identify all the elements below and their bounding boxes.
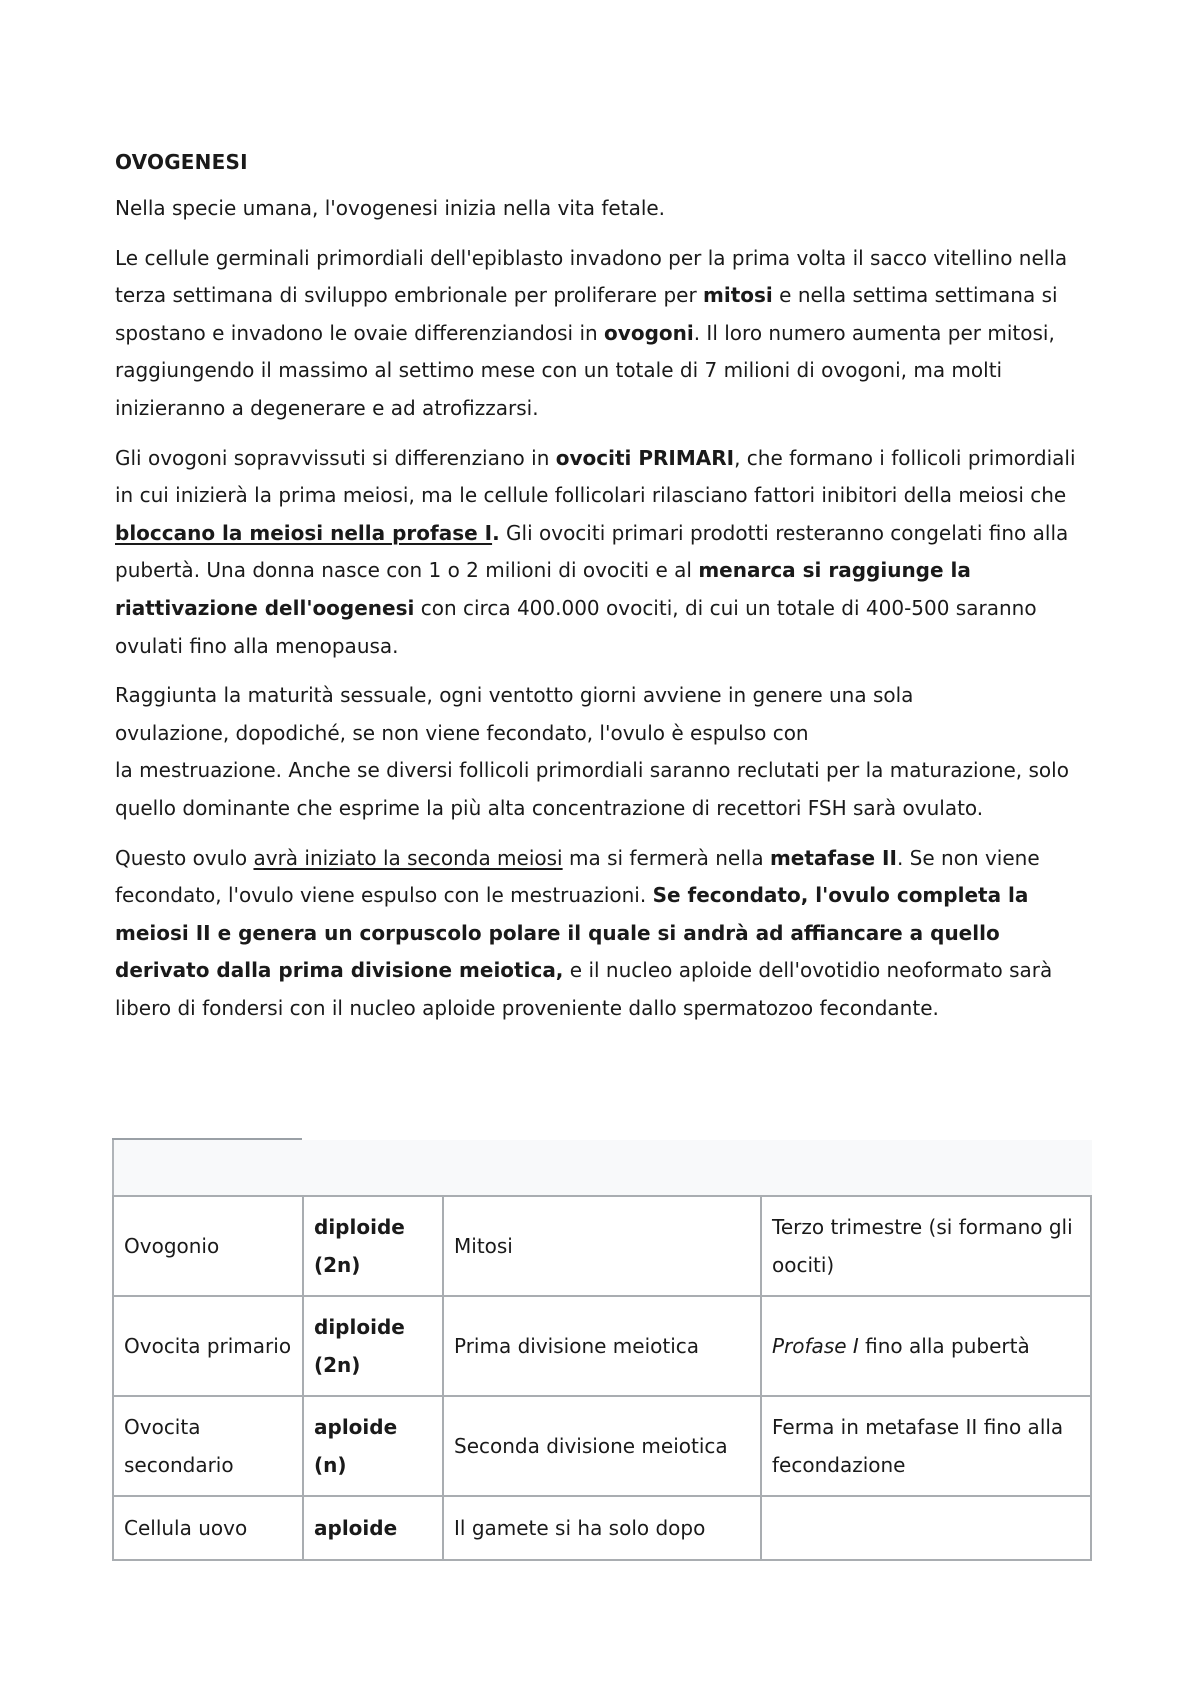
table-row bbox=[113, 1296, 1091, 1396]
cell-division: Seconda divisione meiotica bbox=[443, 1396, 761, 1496]
text: e nella settima settimana si spostano e invadono le ovaie differenziandosi in bbox=[115, 283, 1058, 345]
cell-stage: Ovocita primario bbox=[113, 1296, 303, 1396]
paragraph-second-meiosis bbox=[115, 840, 1100, 1028]
table-header-band bbox=[112, 1140, 1092, 1196]
cell-timing: Ferma in metafase II fino alla fecondazione bbox=[761, 1396, 1091, 1496]
cell-timing: Terzo trimestre (si formano gli oociti) bbox=[761, 1196, 1091, 1296]
cell-ploidy: aploide bbox=[303, 1496, 443, 1560]
bold-underline-bloccano: bloccano la meiosi nella profase I bbox=[115, 520, 493, 545]
table-row bbox=[113, 1396, 1091, 1496]
cell-ploidy: diploide (2n) bbox=[303, 1196, 443, 1296]
text-line: ovulazione, dopodiché, se non viene fecondato, l'ovulo è espulso con bbox=[115, 720, 809, 745]
paragraph-primary-oocytes bbox=[115, 440, 1100, 666]
paragraph-ovulation bbox=[115, 677, 1100, 827]
paragraph-germinal-cells bbox=[115, 240, 1100, 428]
text: Gli ovogoni sopravvissuti si differenziano in bbox=[115, 445, 556, 470]
text: Questo ovulo bbox=[115, 845, 254, 870]
text: . Il loro numero aumenta per mitosi, raggiungendo il massimo al settimo mese con un totale di 7 milioni di ovogoni, ma molti inizieranno a degenerare e ad atrofizzarsi. bbox=[115, 320, 1055, 420]
cell-timing bbox=[761, 1296, 1091, 1396]
cell-stage: Ovogonio bbox=[113, 1196, 303, 1296]
text: Le cellule germinali primordiali dell'epiblasto invadono per la prima volta il sacco vitellino nella terza settimana di sviluppo embrionale per proliferare per bbox=[115, 245, 1068, 308]
cell-ploidy: diploide (2n) bbox=[303, 1296, 443, 1396]
cell-division: Il gamete si ha solo dopo bbox=[443, 1496, 761, 1560]
bold-fecondato: Se fecondato, l'ovulo completa la meiosi II e genera un corpuscolo polare il quale si andrà ad affiancare a quello derivato dalla prima divisione meiotica, bbox=[115, 883, 1029, 983]
cell-timing bbox=[761, 1496, 1091, 1560]
bold-metafase: metafase II bbox=[769, 845, 897, 870]
bold-dot: . bbox=[492, 520, 500, 545]
text: ma si fermerà nella bbox=[562, 845, 770, 870]
table-grid bbox=[112, 1195, 1092, 1561]
underline-avra: avrà iniziato la seconda meiosi bbox=[253, 845, 563, 870]
bold-menarca: menarca si raggiunge la riattivazione dell'oogenesi bbox=[115, 558, 971, 620]
document-body bbox=[115, 145, 1100, 1039]
text: . Se non viene fecondato, l'ovulo viene espulso con le mestruazioni. bbox=[115, 845, 1040, 908]
cell-stage: Cellula uovo bbox=[113, 1496, 303, 1560]
cell-ploidy: aploide (n) bbox=[303, 1396, 443, 1496]
text: Gli ovociti primari prodotti resteranno congelati fino alla pubertà. Una donna nasce con 1 o 2 milioni di ovociti e al bbox=[115, 520, 1069, 583]
table-row bbox=[113, 1496, 1091, 1560]
cell-division: Mitosi bbox=[443, 1196, 761, 1296]
cell-division: Prima divisione meiotica bbox=[443, 1296, 761, 1396]
cell-stage: Ovocita secondario bbox=[113, 1396, 303, 1496]
page-title: OVOGENESI bbox=[115, 150, 248, 174]
text: fino alla pubertà bbox=[858, 1334, 1030, 1358]
paragraph-intro: Nella specie umana, l'ovogenesi inizia nella vita fetale. bbox=[115, 196, 666, 220]
table-row bbox=[113, 1196, 1091, 1296]
text: , che formano i follicoli primordiali in cui inizierà la prima meiosi, ma le cellule follicolari rilasciano fattori inibitori della meiosi che bbox=[115, 445, 1076, 508]
text: con circa 400.000 ovociti, di cui un totale di 400-500 saranno ovulati fino alla menopausa. bbox=[115, 595, 1037, 658]
bold-mitosi: mitosi bbox=[703, 283, 773, 308]
italic-profase: Profase I bbox=[772, 1334, 859, 1358]
bold-ovociti-primari: ovociti PRIMARI bbox=[555, 445, 735, 470]
bold-ovogoni: ovogoni bbox=[604, 320, 694, 345]
text: e il nucleo aploide dell'ovotidio neoformato sarà libero di fondersi con il nucleo aploide proveniente dallo spermatozoo fecondante. bbox=[115, 958, 1053, 1020]
text: la mestruazione. Anche se diversi follicoli primordiali saranno reclutati per la maturazione, solo quello dominante che esprime la più alta concentrazione di recettori FSH sarà ovulato. bbox=[115, 758, 1069, 820]
text-line: Raggiunta la maturità sessuale, ogni ventotto giorni avviene in genere una sola bbox=[115, 683, 914, 708]
